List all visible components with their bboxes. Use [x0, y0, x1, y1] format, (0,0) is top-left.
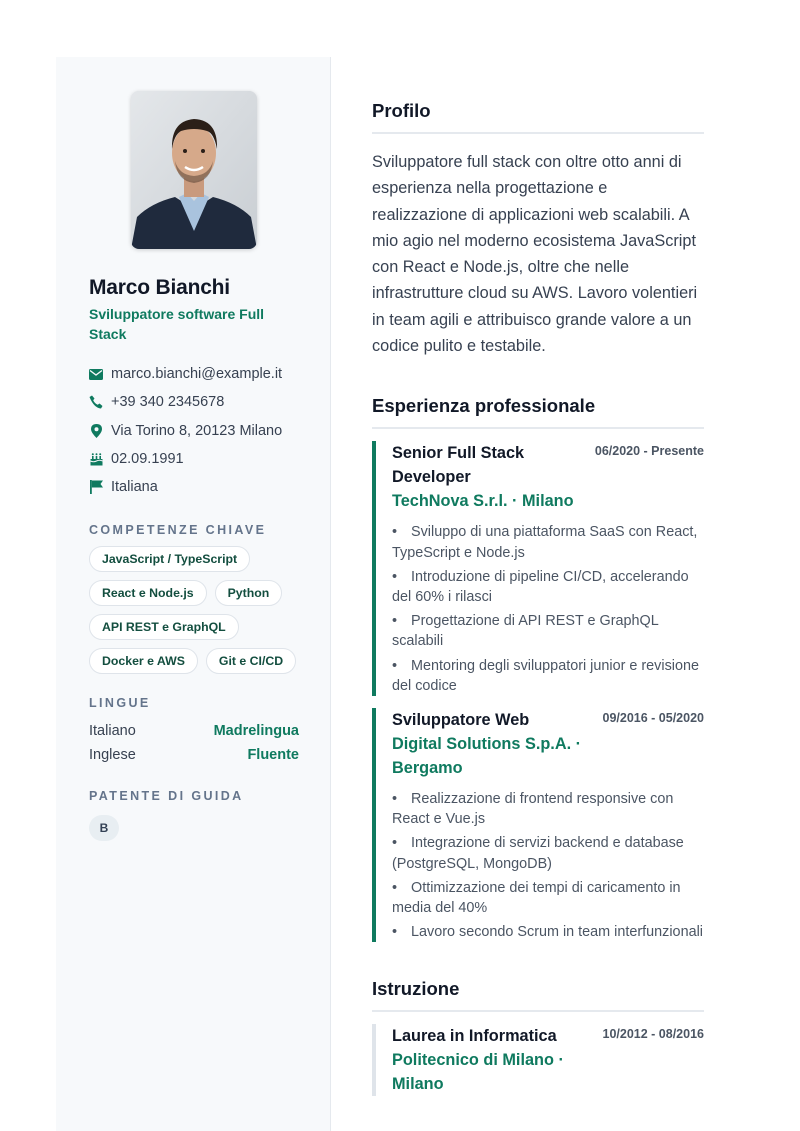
contact-birthdate-text: 02.09.1991 [111, 451, 184, 468]
list-item: • Mentoring degli sviluppatori junior e revisione del codice [392, 657, 699, 694]
list-item: • Introduzione di pipeline CI/CD, accelerando del 60% i rilasci [392, 568, 689, 605]
experience-heading: Esperienza professionale [372, 395, 704, 429]
job-company: TechNova S.r.l. · Milano [392, 492, 574, 511]
phone-icon [89, 395, 103, 409]
contact-nationality-text: Italiana [111, 479, 158, 496]
contact-address-text: Via Torino 8, 20123 Milano [111, 422, 283, 439]
license-title: PATENTE DI GUIDA [89, 789, 244, 804]
list-item: • Progettazione di API REST e GraphQL scalabili [392, 613, 659, 650]
profile-photo [131, 91, 257, 249]
envelope-icon [89, 367, 103, 381]
contact-email[interactable] [89, 360, 299, 388]
experience-entry [372, 441, 704, 696]
skills-title: COMPETENZE CHIAVE [89, 523, 267, 538]
list-item: • Realizzazione di frontend responsive con React e Vue.js [392, 791, 674, 828]
birthday-cake-icon [89, 452, 103, 466]
job-company: Digital Solutions S.p.A. · Bergamo [392, 735, 582, 777]
languages-list [89, 719, 299, 767]
flag-icon [89, 480, 103, 494]
skill-chip: Git e CI/CD [206, 648, 296, 674]
contact-address [89, 417, 299, 445]
language-row [89, 743, 299, 767]
skill-chip: Python [215, 580, 283, 606]
cv-page [56, 57, 746, 1131]
skill-chip: JavaScript / TypeScript [89, 546, 250, 572]
main-content [372, 57, 704, 1096]
job-dates: 09/2016 - 05/2020 [602, 711, 704, 725]
degree-title: Laurea in Informatica [392, 1027, 557, 1046]
person-name: Marco Bianchi [89, 276, 230, 299]
list-item: • Sviluppo di una piattaforma SaaS con React, TypeScript e Node.js [392, 524, 698, 561]
contact-list [89, 360, 299, 501]
language-row [89, 719, 299, 743]
list-item: • Ottimizzazione dei tempi di caricamento in media del 40% [392, 879, 681, 917]
experience-entry [372, 708, 704, 942]
education-dates: 10/2012 - 08/2016 [602, 1027, 704, 1042]
school-name: Politecnico di Milano · Milano [392, 1051, 564, 1094]
profile-heading: Profilo [372, 100, 704, 134]
skill-chip: Docker e AWS [89, 648, 198, 674]
language-name: Inglese [89, 747, 136, 764]
job-bullets [392, 522, 704, 696]
person-role: Sviluppatore software Full Stack [89, 306, 265, 342]
map-pin-icon [89, 424, 103, 438]
skill-chip: React e Node.js [89, 580, 207, 606]
languages-title: LINGUE [89, 696, 151, 711]
license-badge: B [89, 815, 119, 841]
profile-summary: Sviluppatore full stack con oltre otto anni di esperienza nella progettazione e realizzazione di applicazioni web scalabili. A mio agio nel moderno ecosistema JavaScript con React e Node.js, oltre che nelle infrastrutture cloud su AWS. Lavoro volentieri in team agili e attribuisco grande valore a un codice pulito e testabile. [372, 153, 698, 356]
job-title: Senior Full Stack Developer [392, 444, 525, 487]
skill-chip: API REST e GraphQL [89, 614, 239, 640]
education-entry [372, 1024, 704, 1096]
skills-list [89, 546, 304, 674]
list-item: • Lavoro secondo Scrum in team interfunzionali [392, 924, 703, 941]
language-level: Madrelingua [213, 723, 299, 740]
job-dates: 06/2020 - Presente [594, 444, 704, 459]
contact-birthdate [89, 445, 299, 473]
contact-phone[interactable] [89, 388, 299, 416]
contact-email-text: marco.bianchi@example.it [111, 366, 283, 383]
job-bullets [392, 789, 704, 942]
job-title: Sviluppatore Web [392, 711, 530, 729]
education-heading: Istruzione [372, 978, 704, 1012]
contact-nationality [89, 473, 299, 501]
contact-phone-text: +39 340 2345678 [111, 394, 225, 411]
language-level: Fluente [247, 747, 299, 764]
list-item: • Integrazione di servizi backend e database (PostgreSQL, MongoDB) [392, 835, 684, 872]
sidebar [56, 57, 331, 1131]
language-name: Italiano [89, 723, 136, 740]
